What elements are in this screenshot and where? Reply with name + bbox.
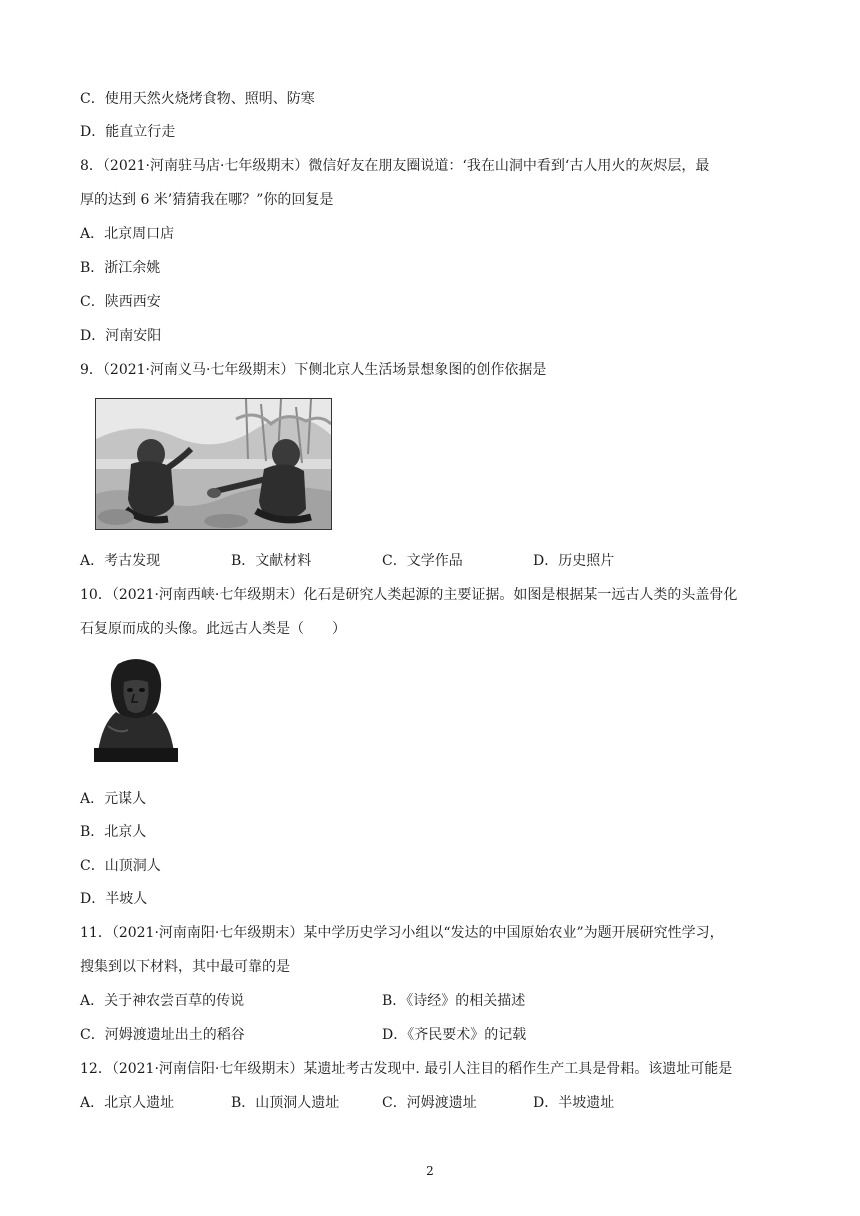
q11-option-c: C．河姆渡遗址出土的稻谷 bbox=[80, 1027, 245, 1043]
q11-option-d: D．《齐民要术》的记载 bbox=[382, 1027, 527, 1043]
peking-man-scene-illustration bbox=[96, 399, 331, 529]
q8-stem-line2: 厚的达到 6 米’猜猜我在哪？”你的回复是 bbox=[80, 192, 334, 208]
q10-stem-line1: 10．（2021·河南西峡·七年级期末）化石是研究人类起源的主要证据。如图是根据某一远古人类的头盖骨化 bbox=[80, 587, 738, 603]
q8-option-c: C．陕西西安 bbox=[80, 294, 161, 310]
q9-option-c: C．文学作品 bbox=[382, 553, 463, 569]
q11-stem-line2: 搜集到以下材料，其中最可靠的是 bbox=[80, 959, 290, 975]
q9-option-b: B．文献材料 bbox=[231, 553, 312, 569]
q11-option-a: A．关于神农尝百草的传说 bbox=[80, 993, 245, 1009]
q10-option-c: C．山顶洞人 bbox=[80, 858, 161, 874]
q12-option-d: D．半坡遗址 bbox=[533, 1095, 615, 1111]
q7-option-c: C．使用天然火烧烤食物、照明、防寒 bbox=[80, 91, 315, 107]
peking-man-scene-image bbox=[95, 398, 332, 530]
q12-stem: 12．（2021·河南信阳·七年级期末）某遗址考古发现中. 最引人注目的稻作生产工具是骨耜。该遗址可能是 bbox=[80, 1061, 733, 1077]
q9-stem: 9．（2021·河南义马·七年级期末）下侧北京人生活场景想象图的创作依据是 bbox=[80, 362, 547, 378]
ancient-human-bust-image bbox=[88, 652, 184, 766]
q8-option-b: B．浙江余姚 bbox=[80, 260, 161, 276]
q10-stem-line2: 石复原而成的头像。此远古人类是（ ） bbox=[80, 621, 346, 637]
q8-option-a: A．北京周口店 bbox=[80, 226, 175, 242]
q10-option-a: A．元谋人 bbox=[80, 791, 147, 807]
q7-option-d: D．能直立行走 bbox=[80, 124, 176, 140]
q10-option-b: B．北京人 bbox=[80, 824, 147, 840]
q9-option-a: A．考古发现 bbox=[80, 553, 161, 569]
q12-option-c: C．河姆渡遗址 bbox=[382, 1095, 477, 1111]
q10-option-d: D．半坡人 bbox=[80, 891, 148, 907]
q12-option-a: A．北京人遗址 bbox=[80, 1095, 175, 1111]
q8-stem-line1: 8．（2021·河南驻马店·七年级期末）微信好友在朋友圈说道：‘我在山洞中看到‘古人用火的灰烬层，最 bbox=[80, 158, 710, 174]
ancient-human-bust-sculpture bbox=[88, 652, 184, 766]
q12-option-b: B．山顶洞人遗址 bbox=[231, 1095, 340, 1111]
q9-option-d: D．历史照片 bbox=[533, 553, 615, 569]
page-number: 2 bbox=[426, 1164, 434, 1178]
q8-option-d: D．河南安阳 bbox=[80, 328, 162, 344]
q11-option-b: B．《诗经》的相关描述 bbox=[382, 993, 526, 1009]
q11-stem-line1: 11．（2021·河南南阳·七年级期末）某中学历史学习小组以“发达的中国原始农业”为题开展研究性学习， bbox=[80, 925, 724, 941]
